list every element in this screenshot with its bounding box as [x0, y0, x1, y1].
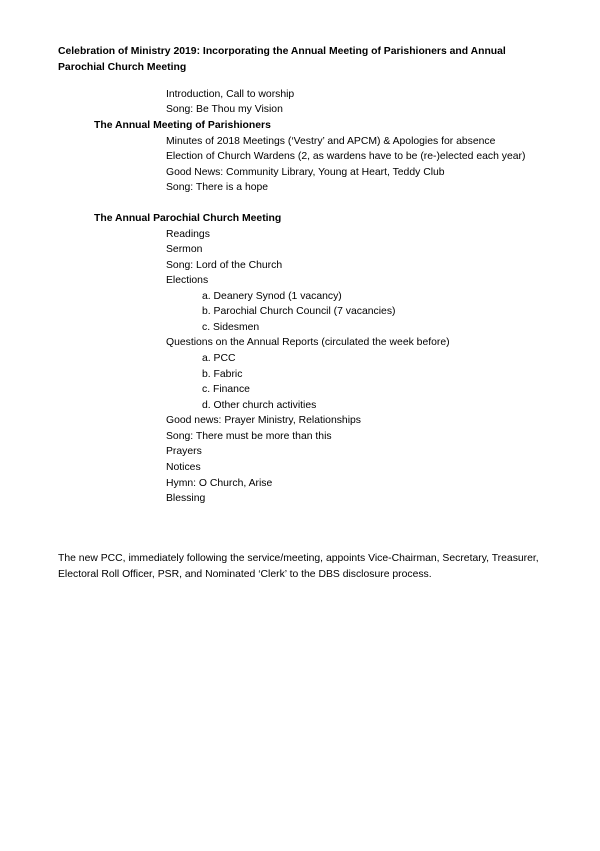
parishioners-item-election: Election of Church Wardens (2, as wardens have to be (re-)elected each year) [166, 151, 526, 162]
election-item-deanery: a. Deanery Synod (1 vacancy) [202, 291, 342, 302]
opening-item-song: Song: Be Thou my Vision [166, 104, 283, 115]
opening-item-introduction: Introduction, Call to worship [166, 89, 295, 100]
parishioners-item-song: Song: There is a hope [166, 182, 269, 193]
document-title: Celebration of Ministry 2019: Incorporating the Annual Meeting of Parishioners and Annual Parochial Church Meeting [58, 46, 506, 73]
apcm-item-good-news: Good news: Prayer Ministry, Relationships [166, 415, 361, 426]
question-item-finance: c. Finance [202, 384, 250, 395]
section-heading-apcm: The Annual Parochial Church Meeting [94, 213, 282, 224]
parishioners-item-good-news: Good News: Community Library, Young at Heart, Teddy Club [166, 167, 445, 178]
apcm-item-notices: Notices [166, 462, 201, 473]
apcm-item-elections: Elections [166, 275, 209, 286]
election-item-pcc: b. Parochial Church Council (7 vacancies) [202, 306, 396, 317]
apcm-item-blessing: Blessing [166, 493, 206, 504]
question-item-fabric: b. Fabric [202, 369, 243, 380]
question-item-other: d. Other church activities [202, 400, 317, 411]
apcm-item-song-more: Song: There must be more than this [166, 431, 332, 442]
apcm-item-questions: Questions on the Annual Reports (circulated the week before) [166, 337, 450, 348]
apcm-item-hymn: Hymn: O Church, Arise [166, 478, 273, 489]
question-item-pcc: a. PCC [202, 353, 236, 364]
closing-paragraph: The new PCC, immediately following the service/meeting, appoints Vice-Chairman, Secretary, Treasurer, Electoral Roll Officer, PSR, and Nominated ‘Clerk’ to the DBS disclosure process. [58, 553, 539, 580]
apcm-item-sermon: Sermon [166, 244, 203, 255]
apcm-item-song-lord: Song: Lord of the Church [166, 260, 283, 271]
parishioners-item-minutes: Minutes of 2018 Meetings (‘Vestry’ and APCM) & Apologies for absence [166, 136, 496, 147]
apcm-item-readings: Readings [166, 229, 210, 240]
apcm-item-prayers: Prayers [166, 446, 202, 457]
section-heading-parishioners: The Annual Meeting of Parishioners [94, 120, 271, 131]
election-item-sidesmen: c. Sidesmen [202, 322, 260, 333]
